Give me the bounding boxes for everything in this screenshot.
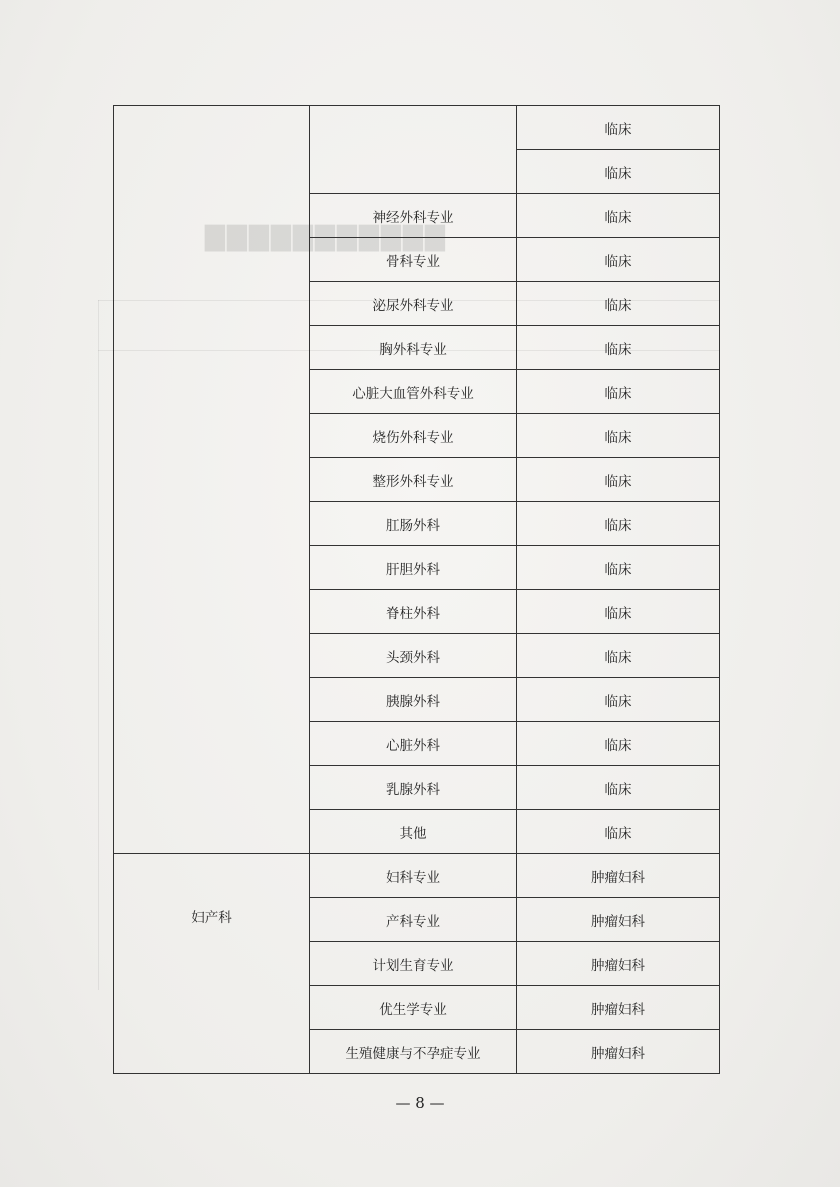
page-number: — 8 — [395,1094,445,1112]
direction-cell: 肿瘤妇科 [517,1030,720,1074]
specialty-cell: 妇科专业 [310,854,517,898]
specialty-cell: 胰腺外科 [310,678,517,722]
specialty-cell: 生殖健康与不孕症专业 [310,1030,517,1074]
direction-cell: 临床 [517,590,720,634]
direction-cell: 临床 [517,458,720,502]
direction-cell: 临床 [517,634,720,678]
specialty-cell: 骨科专业 [310,238,517,282]
specialty-cell: 烧伤外科专业 [310,414,517,458]
specialty-table [113,105,720,1074]
specialty-cell: 整形外科专业 [310,458,517,502]
specialty-cell: 心脏外科 [310,722,517,766]
specialty-cell: 头颈外科 [310,634,517,678]
specialty-cell: 优生学专业 [310,986,517,1030]
direction-cell: 临床 [517,678,720,722]
table-row [114,106,720,150]
direction-cell: 临床 [517,766,720,810]
specialty-cell: 心脏大血管外科专业 [310,370,517,414]
specialty-cell: 脊柱外科 [310,590,517,634]
specialty-cell: 胸外科专业 [310,326,517,370]
specialty-cell: 肛肠外科 [310,502,517,546]
specialty-cell [310,106,517,194]
specialty-cell: 神经外科专业 [310,194,517,238]
direction-cell: 临床 [517,546,720,590]
direction-cell: 临床 [517,194,720,238]
dept-cell-surgery [114,106,310,854]
direction-cell: 肿瘤妇科 [517,986,720,1030]
dept-cell-gynecology: 妇产科 [114,854,310,1074]
direction-cell: 肿瘤妇科 [517,854,720,898]
specialty-cell: 乳腺外科 [310,766,517,810]
specialty-cell: 肝胆外科 [310,546,517,590]
specialty-cell: 其他 [310,810,517,854]
direction-cell: 临床 [517,106,720,150]
direction-cell: 肿瘤妇科 [517,898,720,942]
direction-cell: 临床 [517,150,720,194]
direction-cell: 临床 [517,810,720,854]
specialty-cell: 泌尿外科专业 [310,282,517,326]
direction-cell: 临床 [517,722,720,766]
direction-cell: 临床 [517,326,720,370]
direction-cell: 临床 [517,238,720,282]
table-row [114,854,720,898]
bleed-through-ghost: ▇▇▇▇▇▇▇▇▇▇▇ [205,222,447,252]
direction-cell: 临床 [517,282,720,326]
direction-cell: 临床 [517,414,720,458]
specialty-cell: 计划生育专业 [310,942,517,986]
direction-cell: 临床 [517,502,720,546]
specialty-cell: 产科专业 [310,898,517,942]
direction-cell: 肿瘤妇科 [517,942,720,986]
direction-cell: 临床 [517,370,720,414]
